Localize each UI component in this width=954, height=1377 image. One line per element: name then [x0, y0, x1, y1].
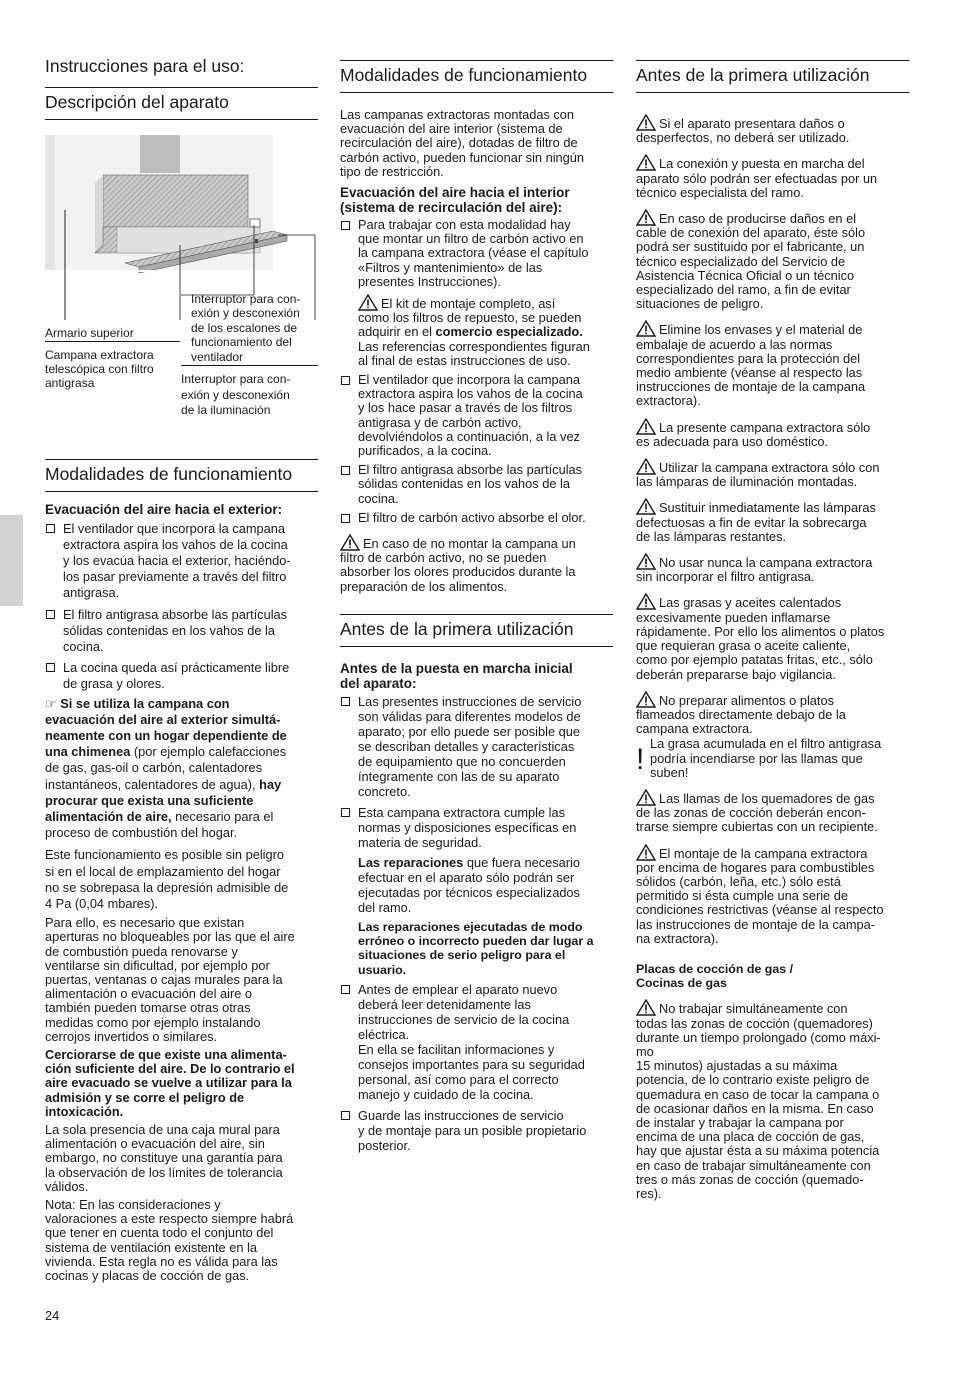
divider: [340, 646, 613, 647]
kit-note: El kit de montaje completo, así como los filtros de repuesto, se pueden adquirir en el comercio especializado. Las referencias correspondientes figuran al final de estas instrucciones de uso.: [358, 296, 590, 368]
paragraph: Este funcionamiento es posible sin peligro si en el local de emplazamiento del hogar no se sobrepasa la depresión admisible de 4 Pa (0,04 mbares).: [45, 847, 289, 911]
section-title-modalidades: Modalidades de funcionamiento: [45, 464, 293, 484]
list-item: Esta campana extractora cumple las normas y disposiciones específicas en materia de seguridad.: [340, 805, 613, 850]
section-title-modalidades: Modalidades de funcionamiento: [340, 65, 588, 85]
warning-paragraph: En caso de no montar la campana un filtro de carbón activo, no se pueden absorber los olores producidos durante la preparación de los alimentos.: [340, 536, 576, 594]
list-item: El filtro antigrasa absorbe las partículas sólidas contenidas en los vahos de la cocina.: [340, 463, 613, 506]
list-item: Guarde las instrucciones de servicio y de montaje para un posible propietario posterior.: [340, 1108, 613, 1153]
warning-paragraph: La presente campana extractora sólo es adecuada para uso doméstico.: [636, 419, 871, 449]
warning-icon: [636, 458, 656, 475]
pointing-hand-icon: ☞: [45, 695, 57, 711]
warning-icon: [358, 294, 378, 311]
warning-paragraph: No trabajar simultáneamente con todas las zonas de cocción (quemadores) durante un tiempo prolongado (como máxi- mo 15 minutos) ajustadas a su máxima potencia, de lo contrario existe peligro de quemadura en caso de tocar la campana o de ocasionar daños en la misma. En caso de instalar y trabajar la campana por encima de una placa de cocción de gas, hay que ajustar ésta a su máxima potencia en caso de trabajar simultáneamente con tres o más zonas de cocción (quemado- res).: [636, 1001, 881, 1201]
paragraph: La sola presencia de una caja mural para alimentación o evacuación del aire, sin embargo, no constituye una garantía para la observación de los límites de tolerancia válidos.: [45, 1122, 283, 1194]
divider: [340, 614, 613, 615]
warning-paragraph: Las llamas de los quemadores de gas de las zonas de cocción deberán encon- trarse siempre cubiertas con un recipiente.: [636, 790, 878, 835]
note-chimenea: ☞ Si se utiliza la campana con evacuación del aire al exterior simultá- neamente con un hogar dependiente de una chimenea (por ejemplo calefacciones de gas, gas-oil o carbón, calentadores instantáneos, calentadores de agua), hay procurar que exista una suficiente alimentación de aire, necesario para el proceso de combustión del hogar.: [45, 695, 287, 841]
warning-paragraph: Elimine los envases y el material de embalaje de acuerdo a las normas correspondientes para la protección del medio ambiente (véanse al respecto las instrucciones de montaje de la campana extractora).: [636, 322, 866, 409]
divider: [45, 459, 318, 460]
section-title-antes: Antes de la primera utilización: [636, 65, 870, 85]
label-campana: Campana extractora telescópica con filtro antigrasa: [45, 348, 154, 390]
warning-icon: [636, 498, 656, 515]
list-item: El filtro antigrasa absorbe las partículas sólidas contenidas en los vahos de la cocina.: [45, 607, 318, 656]
exclamation-icon: !: [636, 743, 645, 777]
warning-paragraph: La conexión y puesta en marcha del aparato sólo podrán ser efectuadas por un técnico especialista del ramo.: [636, 156, 878, 200]
warning-paragraph: Las grasas y aceites calentados excesivamente pueden inflamarse rápidamente. Por ello los alimentos o platos que requieran grasa o aceite caliente, como por ejemplo patatas fritas, etc., sólo deberán prepararse bajo vigilancia.: [636, 595, 885, 682]
label-interruptor-ventilador: Interruptor para con- exión y desconexión de los escalones de funcionamiento del ventilador: [191, 292, 301, 364]
warning-icon: [636, 418, 656, 435]
warning-paragraph: Utilizar la campana extractora sólo con las lámparas de iluminación montadas.: [636, 460, 880, 490]
paragraph: Las campanas extractoras montadas con evacuación del aire interior (sistema de recirculación del aire), dotadas de filtro de carbón activo, pueden funcionar sin ningún tipo de restricción.: [340, 107, 585, 179]
section-tab-marker: [0, 515, 23, 606]
list-item: El filtro de carbón activo absorbe el olor.: [340, 511, 613, 525]
divider: [45, 491, 318, 492]
paragraph: Nota: En las consideraciones y valoraciones a este respecto siempre habrá que tener en cuenta todo el conjunto del sistema de ventilación existente en la vivienda. Esta regla no es válida para las cocinas y placas de cocción de gas.: [45, 1197, 294, 1284]
divider: [340, 92, 613, 93]
subhead-puesta-en-marcha: Antes de la puesta en marcha inicial del aparato:: [340, 661, 573, 691]
divider: [340, 60, 613, 61]
label-interruptor-iluminacion: Interruptor para con- exión y desconexión de la iluminación: [181, 372, 291, 417]
repairs-warning: Las reparaciones ejecutadas de modo erróneo o incorrecto pueden dar lugar a situaciones de serio peligro para el usuario.: [358, 920, 594, 977]
warning-paragraph: Sustituir inmediatamente las lámparas defectuosas a fin de evitar la sobrecarga de las lámparas restantes.: [636, 500, 876, 544]
warning-icon: [636, 154, 656, 171]
warning-paragraph: Si el aparato presentara daños o desperfectos, no deberá ser utilizado.: [636, 116, 850, 146]
warning-icon: [636, 553, 656, 570]
warning-icon: [340, 534, 360, 551]
divider: [636, 60, 909, 61]
warnings-list: [636, 114, 909, 1201]
warning-icon: [636, 320, 656, 337]
fire-notice: ! La grasa acumulada en el filtro antigrasa podría incendiarse por las llamas que suben!: [636, 736, 882, 780]
warning-icon: [636, 844, 656, 861]
list-item: La cocina queda así prácticamente libre de grasa y olores.: [45, 660, 318, 692]
repairs-note: Las reparaciones que fuera necesario efectuar en el aparato sólo podrán ser ejecutadas por técnicos especializados del ramo.: [358, 855, 580, 915]
label-armario-superior: Armario superior: [45, 326, 134, 340]
warning-paragraph: No usar nunca la campana extractora sin incorporar el filtro antigrasa.: [636, 555, 873, 585]
divider: [181, 365, 318, 366]
warning-paragraph: Cerciorarse de que existe una alimenta- ción suficiente del aire. De lo contrario el aire evacuado se vuelve a utilizar para la admisión y se corre el peligro de intoxicación.: [45, 1047, 295, 1119]
warning-paragraph: No preparar alimentos o platos flameados directamente debajo de la campana extractora.: [636, 692, 846, 737]
list-item: Para trabajar con esta modalidad hay que montar un filtro de carbón activo en la campana extractora (véase el capítulo «Filtros y mantenimiento» de las presentes Instrucciones).: [340, 218, 613, 289]
warning-icon: [636, 593, 656, 610]
warning-paragraph: En caso de producirse daños en el cable de conexión del aparato, éste sólo podrá ser sustituido por el fabricante, un técnico especializado del Servicio de Asistencia Técnica Oficial o un técnico especializado del ramo, a fin de evitar situaciones de peligro.: [636, 211, 866, 312]
section-title-antes: Antes de la primera utilización: [340, 619, 574, 639]
divider: [45, 87, 318, 88]
list-item: El ventilador que incorpora la campana extractora aspira los vahos de la cocina y los hace pasar a través de los filtros antigrasa y de carbón activo, devolviéndolos a continuación, a la vez purificados, a la cocina.: [340, 373, 613, 458]
page-number: 24: [45, 1308, 60, 1323]
subhead-placas-gas: Placas de cocción de gas / Cocinas de gas: [636, 961, 794, 991]
warning-icon: [636, 114, 656, 131]
subhead-evacuacion-exterior: Evacuación del aire hacia el exterior:: [45, 502, 283, 517]
page-title: Instrucciones para el uso:: [45, 56, 245, 76]
divider: [636, 92, 909, 93]
warning-paragraph: El montaje de la campana extractora por encima de hogares para combustibles sólidos (carbón, leña, etc.) sólo está permitido si ésta cumple una serie de condiciones restrictivas (véanse al respecto las instrucciones de montaje de la campa- na extractora).: [636, 845, 884, 946]
warning-icon: [636, 209, 656, 226]
divider: [45, 119, 318, 120]
paragraph: Para ello, es necesario que existan aperturas no bloqueables por las que el aire de combustión pueda renovarse y ventilarse sin dificultad, por ejemplo por puertas, ventanas o cajas murales para la alimentación o evacuación del aire o también pueden tomarse otras otras medidas como por ejemplo instalando cerrojos invertidos o similares.: [45, 915, 295, 1044]
subhead-evacuacion-interior: Evacuación del aire hacia el interior (sistema de recirculación del aire):: [340, 185, 570, 215]
warning-icon: [636, 999, 656, 1016]
warning-icon: [636, 691, 656, 708]
list-item: El ventilador que incorpora la campana extractora aspira los vahos de la cocina y los evacúa hacia el exterior, haciéndo- los pasar previamente a través del filtro antigrasa.: [45, 521, 318, 602]
section-title-descripcion: Descripción del aparato: [45, 92, 229, 112]
warning-icon: [636, 789, 656, 806]
list-item: Antes de emplear el aparato nuevo deberá leer detenidamente las instrucciones de servicio de la cocina eléctrica. En ella se facilitan informaciones y consejos importantes para su seguridad personal, así como para el correcto manejo y cuidado de la cocina.: [340, 982, 613, 1102]
list-item: Las presentes instrucciones de servicio son válidas para diferentes modelos de aparato; por ello puede ser posible que se describan detalles y características de equipamiento que no concuerden íntegramente con las de su aparato concreto.: [340, 694, 613, 799]
divider: [45, 341, 180, 342]
